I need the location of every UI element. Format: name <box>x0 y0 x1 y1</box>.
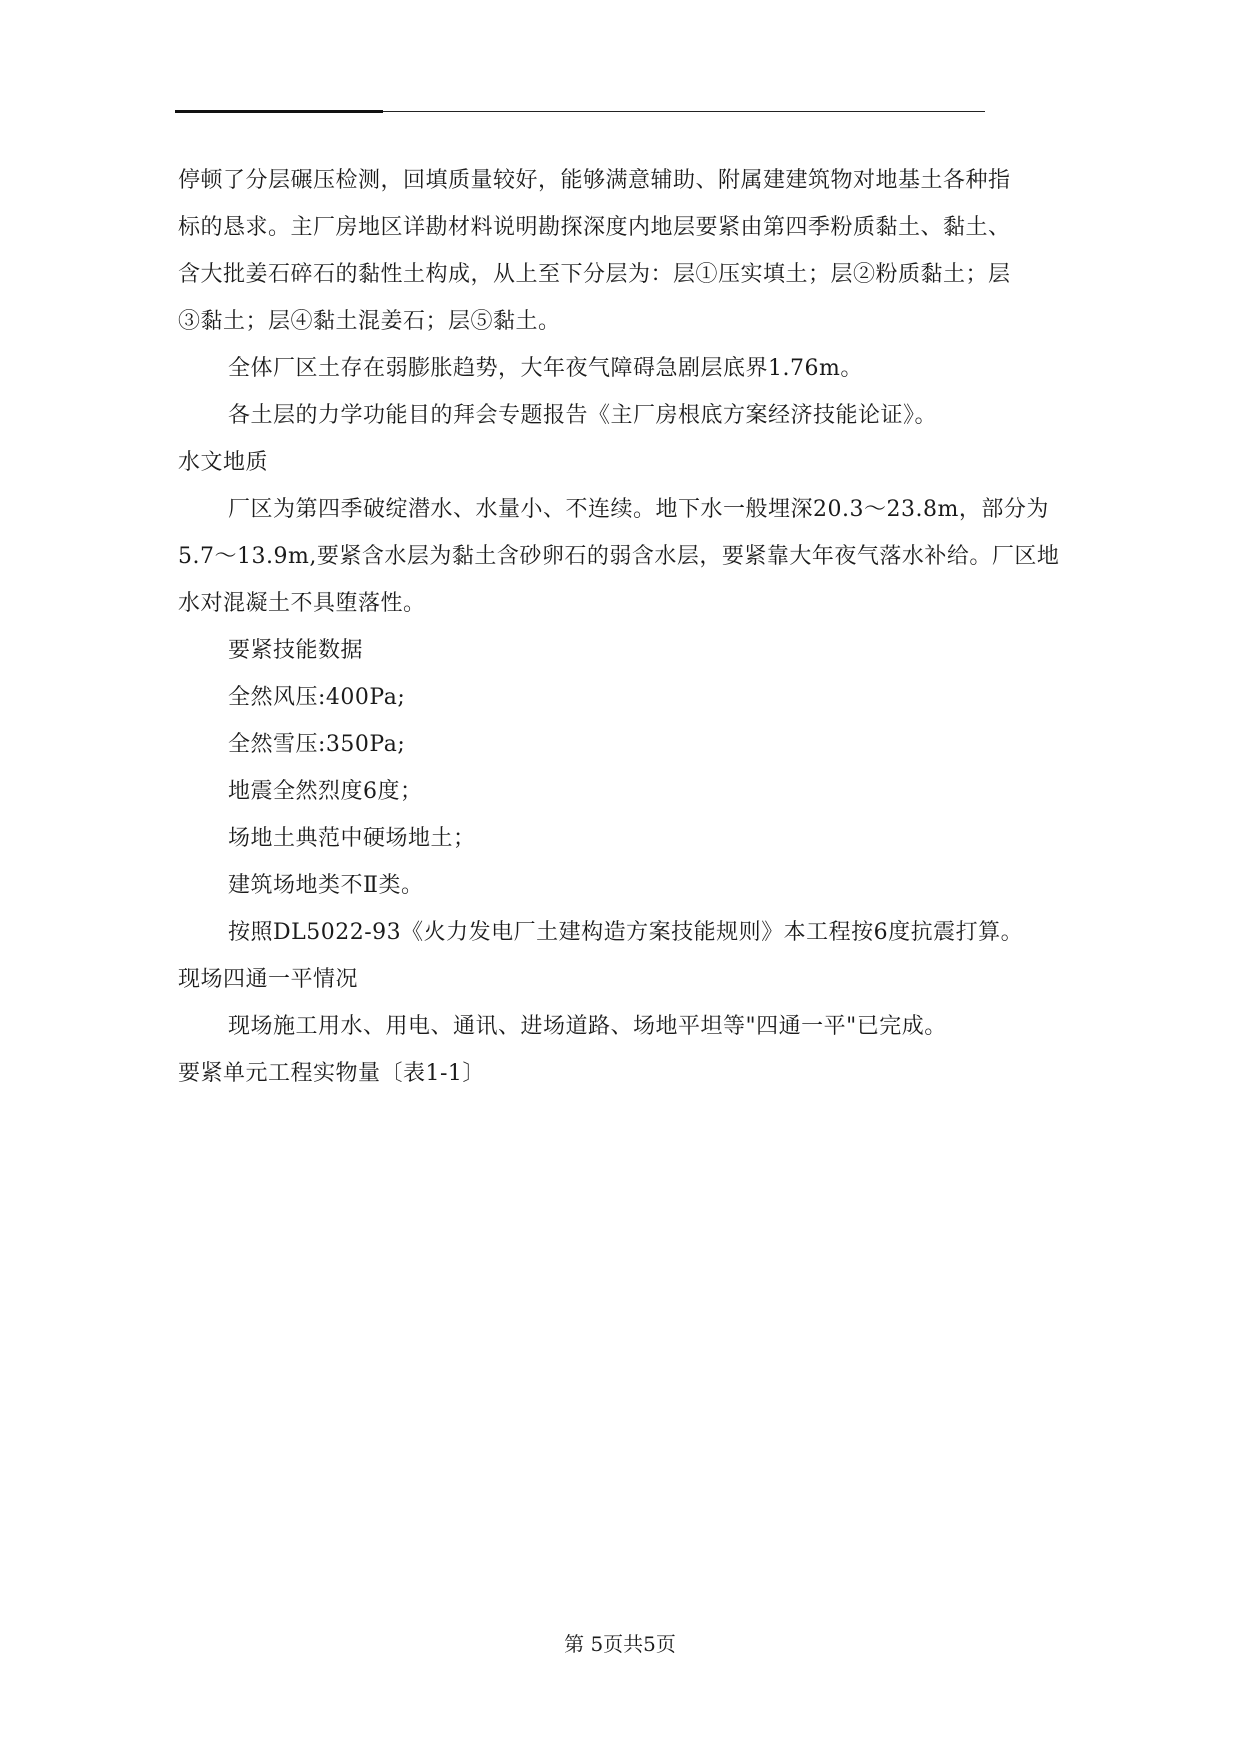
section-heading: 要紧单元工程实物量〔表1-1〕 <box>178 1061 485 1086</box>
paragraph-line: 5.7～13.9m,要紧含水层为黏土含砂卵石的弱含水层，要紧靠大年夜气落水补给。厂区地 <box>178 544 1060 569</box>
paragraph-line: 各土层的力学功能目的拜会专题报告《主厂房根底方案经济技能论证》。 <box>228 403 938 428</box>
paragraph-line: 全体厂区土存在弱膨胀趋势，大年夜气障碍急剧层底界1.76m。 <box>228 356 863 381</box>
paragraph-line: 厂区为第四季破绽潜水、水量小、不连续。地下水一般埋深20.3～23.8m，部分为 <box>228 497 1049 522</box>
paragraph-line: 现场施工用水、用电、通讯、进场道路、场地平坦等"四通一平"已完成。 <box>228 1014 947 1039</box>
section-heading: 水文地质 <box>178 450 269 475</box>
paragraph-line: 全然雪压:350Pa; <box>228 732 406 757</box>
paragraph-line: 要紧技能数据 <box>228 638 364 663</box>
paragraph-line: 全然风压:400Pa; <box>228 685 406 710</box>
paragraph-line: ③黏土；层④黏土混姜石；层⑤黏土。 <box>178 309 561 334</box>
page-number: 第 5页共5页 <box>564 1632 676 1656</box>
section-heading: 现场四通一平情况 <box>178 967 359 992</box>
paragraph-line: 标的恳求。主厂房地区详勘材料说明勘探深度内地层要紧由第四季粉质黏土、黏土、 <box>178 215 1011 240</box>
paragraph-line: 停顿了分层碾压检测，回填质量较好，能够满意辅助、附属建建筑物对地基土各种指 <box>178 168 1011 193</box>
paragraph-line: 建筑场地类不Ⅱ类。 <box>228 873 424 898</box>
paragraph-line: 场地土典范中硬场地土； <box>228 826 476 851</box>
paragraph-line: 地震全然烈度6度； <box>228 779 423 804</box>
paragraph-line: 水对混凝土不具堕落性。 <box>178 591 426 616</box>
paragraph-line: 按照DL5022-93《火力发电厂土建构造方案技能规则》本工程按6度抗震打算。 <box>228 920 1024 945</box>
header-rule-accent <box>175 110 383 113</box>
paragraph-line: 含大批姜石碎石的黏性土构成，从上至下分层为：层①压实填土；层②粉质黏土；层 <box>178 262 1011 287</box>
